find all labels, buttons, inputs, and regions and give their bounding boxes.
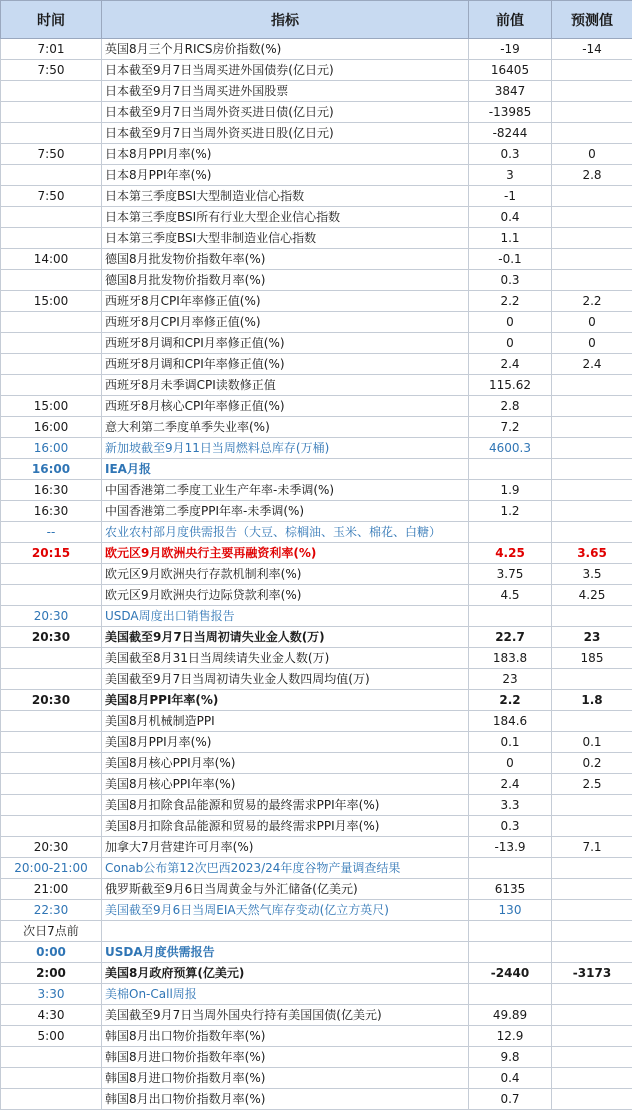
previous-value-cell: -13.9 [469, 837, 552, 858]
previous-value-cell: 0.7 [469, 1089, 552, 1110]
table-row [1, 249, 632, 270]
time-cell [1, 1068, 102, 1089]
time-cell: 0:00 [1, 942, 102, 963]
forecast-value-cell [552, 417, 632, 438]
header-indicator: 指标 [102, 1, 469, 39]
table-row [1, 144, 632, 165]
forecast-value-cell [552, 228, 632, 249]
time-cell [1, 333, 102, 354]
time-cell [1, 669, 102, 690]
time-cell [1, 732, 102, 753]
forecast-value-cell [552, 984, 632, 1005]
previous-value-cell [469, 606, 552, 627]
indicator-cell: 美国8月核心PPI年率(%) [102, 774, 469, 795]
previous-value-cell: 0 [469, 333, 552, 354]
table-row [1, 501, 632, 522]
previous-value-cell: 23 [469, 669, 552, 690]
forecast-value-cell [552, 186, 632, 207]
indicator-cell: 西班牙8月未季调CPI读数修正值 [102, 375, 469, 396]
forecast-value-cell [552, 711, 632, 732]
table-row [1, 669, 632, 690]
time-cell: 20:30 [1, 690, 102, 711]
time-cell: 16:30 [1, 480, 102, 501]
forecast-value-cell [552, 270, 632, 291]
table-row [1, 228, 632, 249]
forecast-value-cell: 0 [552, 333, 632, 354]
time-cell: 3:30 [1, 984, 102, 1005]
forecast-value-cell [552, 795, 632, 816]
forecast-value-cell [552, 249, 632, 270]
previous-value-cell: 3.3 [469, 795, 552, 816]
forecast-value-cell: 0.1 [552, 732, 632, 753]
previous-value-cell: 130 [469, 900, 552, 921]
table-row [1, 165, 632, 186]
time-cell [1, 375, 102, 396]
previous-value-cell: 1.9 [469, 480, 552, 501]
previous-value-cell: 1.2 [469, 501, 552, 522]
time-cell [1, 1047, 102, 1068]
indicator-cell: 日本截至9月7日当周外资买进日股(亿日元) [102, 123, 469, 144]
time-cell: 20:30 [1, 606, 102, 627]
indicator-cell: 美国截至9月6日当周EIA天然气库存变动(亿立方英尺) [102, 900, 469, 921]
previous-value-cell [469, 984, 552, 1005]
indicator-cell: 加拿大7月营建许可月率(%) [102, 837, 469, 858]
table-row [1, 354, 632, 375]
time-cell [1, 1089, 102, 1110]
previous-value-cell [469, 522, 552, 543]
indicator-cell: 日本第三季度BSI大型制造业信心指数 [102, 186, 469, 207]
indicator-cell: 美国截至9月7日当周初请失业金人数(万) [102, 627, 469, 648]
indicator-cell: Conab公布第12次巴西2023/24年度谷物产量调查结果 [102, 858, 469, 879]
time-cell [1, 207, 102, 228]
time-cell [1, 753, 102, 774]
indicator-cell: USDA周度出口销售报告 [102, 606, 469, 627]
indicator-cell: 英国8月三个月RICS房价指数(%) [102, 39, 469, 60]
forecast-value-cell [552, 60, 632, 81]
table-row [1, 1047, 632, 1068]
header-forecast: 预测值 [552, 1, 632, 39]
forecast-value-cell [552, 879, 632, 900]
forecast-value-cell: 2.8 [552, 165, 632, 186]
indicator-cell: 欧元区9月欧洲央行边际贷款利率(%) [102, 585, 469, 606]
indicator-cell: 美国8月核心PPI月率(%) [102, 753, 469, 774]
time-cell: 15:00 [1, 396, 102, 417]
forecast-value-cell [552, 1047, 632, 1068]
previous-value-cell: 2.8 [469, 396, 552, 417]
previous-value-cell [469, 942, 552, 963]
forecast-value-cell: 3.5 [552, 564, 632, 585]
table-row [1, 711, 632, 732]
forecast-value-cell: -3173 [552, 963, 632, 984]
indicator-cell: 中国香港第二季度PPI年率-未季调(%) [102, 501, 469, 522]
time-cell: 20:15 [1, 543, 102, 564]
time-cell: 2:00 [1, 963, 102, 984]
indicator-cell: 德国8月批发物价指数年率(%) [102, 249, 469, 270]
previous-value-cell: 1.1 [469, 228, 552, 249]
forecast-value-cell [552, 1068, 632, 1089]
previous-value-cell: -2440 [469, 963, 552, 984]
time-cell [1, 354, 102, 375]
previous-value-cell: 0.3 [469, 816, 552, 837]
time-cell: 16:30 [1, 501, 102, 522]
forecast-value-cell: 4.25 [552, 585, 632, 606]
time-cell [1, 795, 102, 816]
forecast-value-cell [552, 1005, 632, 1026]
forecast-value-cell: 2.4 [552, 354, 632, 375]
header-row [1, 1, 632, 39]
table-row [1, 522, 632, 543]
forecast-value-cell [552, 480, 632, 501]
header-time: 时间 [1, 1, 102, 39]
time-cell [1, 270, 102, 291]
indicator-cell: 美国截至9月7日当周初请失业金人数四周均值(万) [102, 669, 469, 690]
indicator-cell [102, 921, 469, 942]
previous-value-cell: 0.1 [469, 732, 552, 753]
indicator-cell: 西班牙8月CPI月率修正值(%) [102, 312, 469, 333]
indicator-cell: 新加坡截至9月11日当周燃料总库存(万桶) [102, 438, 469, 459]
indicator-cell: IEA月报 [102, 459, 469, 480]
time-cell [1, 711, 102, 732]
time-cell [1, 81, 102, 102]
indicator-cell: 日本截至9月7日当周买进外国债券(亿日元) [102, 60, 469, 81]
time-cell: 次日7点前 [1, 921, 102, 942]
time-cell: 5:00 [1, 1026, 102, 1047]
time-cell [1, 648, 102, 669]
forecast-value-cell [552, 942, 632, 963]
previous-value-cell: 115.62 [469, 375, 552, 396]
previous-value-cell: 3 [469, 165, 552, 186]
table-row [1, 1026, 632, 1047]
indicator-cell: 日本截至9月7日当周外资买进日债(亿日元) [102, 102, 469, 123]
indicator-cell: 日本第三季度BSI所有行业大型企业信心指数 [102, 207, 469, 228]
indicator-cell: 日本8月PPI月率(%) [102, 144, 469, 165]
table-row [1, 1089, 632, 1110]
table-row [1, 795, 632, 816]
previous-value-cell: 0.3 [469, 270, 552, 291]
table-row [1, 186, 632, 207]
previous-value-cell: 4600.3 [469, 438, 552, 459]
indicator-cell: 美国8月机械制造PPI [102, 711, 469, 732]
table-row [1, 900, 632, 921]
forecast-value-cell: 2.5 [552, 774, 632, 795]
table-body [1, 39, 632, 1110]
table-row [1, 858, 632, 879]
table-row [1, 375, 632, 396]
previous-value-cell: 7.2 [469, 417, 552, 438]
time-cell: -- [1, 522, 102, 543]
table-row [1, 921, 632, 942]
time-cell [1, 102, 102, 123]
forecast-value-cell [552, 669, 632, 690]
indicator-cell: 韩国8月进口物价指数月率(%) [102, 1068, 469, 1089]
previous-value-cell: 2.2 [469, 690, 552, 711]
table-row [1, 606, 632, 627]
indicator-cell: 俄罗斯截至9月6日当周黄金与外汇储备(亿美元) [102, 879, 469, 900]
forecast-value-cell [552, 438, 632, 459]
indicator-cell: 美国8月扣除食品能源和贸易的最终需求PPI年率(%) [102, 795, 469, 816]
forecast-value-cell: 0.2 [552, 753, 632, 774]
forecast-value-cell [552, 81, 632, 102]
indicator-cell: 中国香港第二季度工业生产年率-未季调(%) [102, 480, 469, 501]
forecast-value-cell [552, 816, 632, 837]
table-row [1, 312, 632, 333]
previous-value-cell: 183.8 [469, 648, 552, 669]
previous-value-cell: 4.25 [469, 543, 552, 564]
forecast-value-cell [552, 921, 632, 942]
previous-value-cell: 49.89 [469, 1005, 552, 1026]
previous-value-cell: 22.7 [469, 627, 552, 648]
indicator-cell: 农业农村部月度供需报告（大豆、棕榈油、玉米、棉花、白糖） [102, 522, 469, 543]
previous-value-cell: -19 [469, 39, 552, 60]
time-cell [1, 564, 102, 585]
table-row [1, 417, 632, 438]
forecast-value-cell: 2.2 [552, 291, 632, 312]
time-cell: 16:00 [1, 459, 102, 480]
table-row [1, 942, 632, 963]
time-cell: 14:00 [1, 249, 102, 270]
previous-value-cell: 4.5 [469, 585, 552, 606]
indicator-cell: 西班牙8月CPI年率修正值(%) [102, 291, 469, 312]
table-row [1, 816, 632, 837]
table-row [1, 1068, 632, 1089]
table-row [1, 774, 632, 795]
indicator-cell: USDA月度供需报告 [102, 942, 469, 963]
table-row [1, 963, 632, 984]
time-cell: 20:30 [1, 837, 102, 858]
indicator-cell: 日本8月PPI年率(%) [102, 165, 469, 186]
indicator-cell: 美国8月PPI年率(%) [102, 690, 469, 711]
forecast-value-cell: 23 [552, 627, 632, 648]
time-cell: 20:00-21:00 [1, 858, 102, 879]
indicator-cell: 西班牙8月核心CPI年率修正值(%) [102, 396, 469, 417]
time-cell: 7:01 [1, 39, 102, 60]
time-cell: 16:00 [1, 438, 102, 459]
forecast-value-cell: 3.65 [552, 543, 632, 564]
indicator-cell: 韩国8月出口物价指数年率(%) [102, 1026, 469, 1047]
indicator-cell: 欧元区9月欧洲央行存款机制利率(%) [102, 564, 469, 585]
forecast-value-cell [552, 900, 632, 921]
previous-value-cell: 2.2 [469, 291, 552, 312]
table-row [1, 564, 632, 585]
previous-value-cell: 12.9 [469, 1026, 552, 1047]
indicator-cell: 美国截至9月7日当周外国央行持有美国国债(亿美元) [102, 1005, 469, 1026]
table-row [1, 984, 632, 1005]
previous-value-cell [469, 459, 552, 480]
previous-value-cell: -0.1 [469, 249, 552, 270]
previous-value-cell: 9.8 [469, 1047, 552, 1068]
forecast-value-cell [552, 207, 632, 228]
previous-value-cell: 3.75 [469, 564, 552, 585]
table-row [1, 81, 632, 102]
previous-value-cell: 0 [469, 753, 552, 774]
time-cell: 7:50 [1, 186, 102, 207]
indicator-cell: 韩国8月出口物价指数月率(%) [102, 1089, 469, 1110]
table-row [1, 123, 632, 144]
time-cell [1, 165, 102, 186]
previous-value-cell: 6135 [469, 879, 552, 900]
previous-value-cell: -1 [469, 186, 552, 207]
table-row [1, 207, 632, 228]
indicator-cell: 日本第三季度BSI大型非制造业信心指数 [102, 228, 469, 249]
time-cell: 22:30 [1, 900, 102, 921]
time-cell [1, 228, 102, 249]
previous-value-cell: 16405 [469, 60, 552, 81]
table-row [1, 1005, 632, 1026]
previous-value-cell: 0.4 [469, 207, 552, 228]
forecast-value-cell: 0 [552, 312, 632, 333]
indicator-cell: 欧元区9月欧洲央行主要再融资利率(%) [102, 543, 469, 564]
forecast-value-cell: 0 [552, 144, 632, 165]
time-cell: 20:30 [1, 627, 102, 648]
table-row [1, 753, 632, 774]
header-previous: 前值 [469, 1, 552, 39]
time-cell [1, 312, 102, 333]
table-row [1, 627, 632, 648]
forecast-value-cell [552, 1089, 632, 1110]
time-cell: 7:50 [1, 144, 102, 165]
previous-value-cell: -13985 [469, 102, 552, 123]
indicator-cell: 意大利第二季度单季失业率(%) [102, 417, 469, 438]
previous-value-cell: 3847 [469, 81, 552, 102]
indicator-cell: 美国截至8月31日当周续请失业金人数(万) [102, 648, 469, 669]
table-row [1, 480, 632, 501]
indicator-cell: 西班牙8月调和CPI月率修正值(%) [102, 333, 469, 354]
table-row [1, 39, 632, 60]
table-row [1, 879, 632, 900]
indicator-cell: 日本截至9月7日当周买进外国股票 [102, 81, 469, 102]
table-row [1, 690, 632, 711]
time-cell: 7:50 [1, 60, 102, 81]
time-cell [1, 774, 102, 795]
previous-value-cell: -8244 [469, 123, 552, 144]
table-row [1, 648, 632, 669]
indicator-cell: 美棉On-Call周报 [102, 984, 469, 1005]
table-row [1, 60, 632, 81]
forecast-value-cell [552, 375, 632, 396]
indicator-cell: 韩国8月进口物价指数年率(%) [102, 1047, 469, 1068]
previous-value-cell: 0.3 [469, 144, 552, 165]
forecast-value-cell: 7.1 [552, 837, 632, 858]
time-cell [1, 123, 102, 144]
time-cell: 16:00 [1, 417, 102, 438]
table-row [1, 270, 632, 291]
indicator-cell: 美国8月政府预算(亿美元) [102, 963, 469, 984]
table-row [1, 291, 632, 312]
table-row [1, 543, 632, 564]
forecast-value-cell [552, 606, 632, 627]
forecast-value-cell: -14 [552, 39, 632, 60]
forecast-value-cell: 1.8 [552, 690, 632, 711]
table-row [1, 837, 632, 858]
time-cell: 15:00 [1, 291, 102, 312]
forecast-value-cell [552, 459, 632, 480]
previous-value-cell: 0 [469, 312, 552, 333]
previous-value-cell [469, 921, 552, 942]
forecast-value-cell [552, 123, 632, 144]
time-cell: 21:00 [1, 879, 102, 900]
previous-value-cell: 2.4 [469, 774, 552, 795]
indicator-cell: 西班牙8月调和CPI年率修正值(%) [102, 354, 469, 375]
indicator-cell: 德国8月批发物价指数月率(%) [102, 270, 469, 291]
indicator-cell: 美国8月扣除食品能源和贸易的最终需求PPI月率(%) [102, 816, 469, 837]
forecast-value-cell [552, 522, 632, 543]
table-row [1, 438, 632, 459]
table-row [1, 585, 632, 606]
forecast-value-cell [552, 858, 632, 879]
indicator-cell: 美国8月PPI月率(%) [102, 732, 469, 753]
time-cell [1, 585, 102, 606]
forecast-value-cell: 185 [552, 648, 632, 669]
table-row [1, 333, 632, 354]
table-row [1, 102, 632, 123]
forecast-value-cell [552, 501, 632, 522]
table-row [1, 732, 632, 753]
previous-value-cell: 184.6 [469, 711, 552, 732]
table-row [1, 396, 632, 417]
table-row [1, 459, 632, 480]
forecast-value-cell [552, 396, 632, 417]
previous-value-cell: 0.4 [469, 1068, 552, 1089]
forecast-value-cell [552, 1026, 632, 1047]
time-cell [1, 816, 102, 837]
previous-value-cell: 2.4 [469, 354, 552, 375]
forecast-value-cell [552, 102, 632, 123]
previous-value-cell [469, 858, 552, 879]
time-cell: 4:30 [1, 1005, 102, 1026]
